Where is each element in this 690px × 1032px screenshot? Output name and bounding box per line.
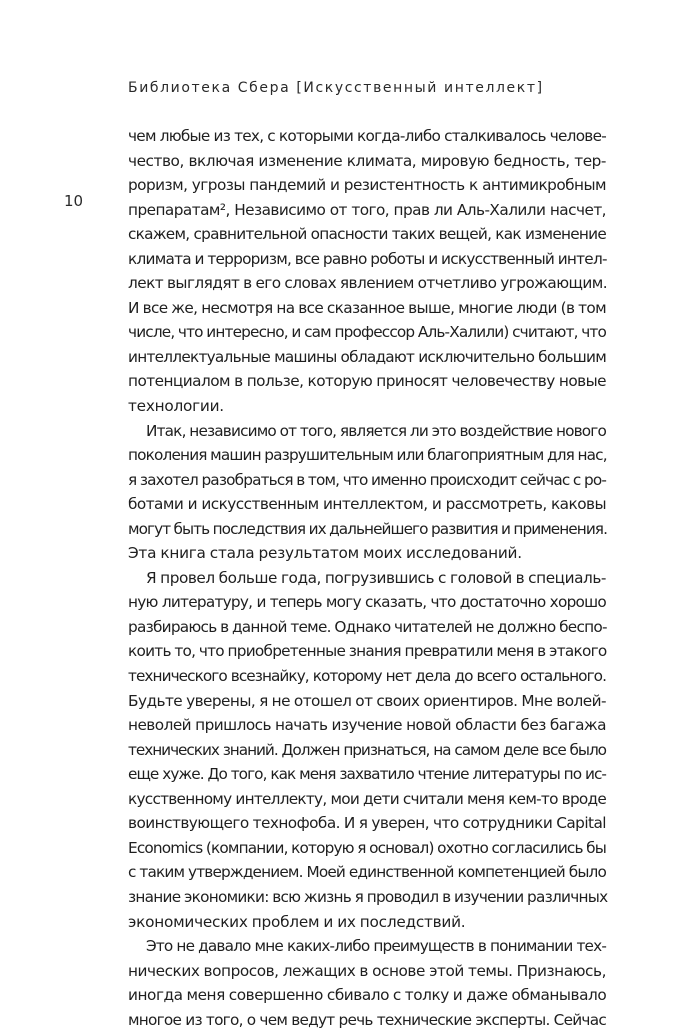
text-line: технологии. xyxy=(128,397,224,416)
text-line: интеллектуальные машины обладают исключительно большим xyxy=(128,347,606,366)
text-line: Это не давало мне каких-либо преимуществ в понимании тех- xyxy=(146,937,606,956)
text-line: экономических проблем и их последствий. xyxy=(128,912,466,931)
text-line: технического всезнайку, которому нет дела до всего остального. xyxy=(128,667,606,686)
text-line: кусственному интеллекту, мои дети считали меня кем-то вроде xyxy=(128,789,606,808)
text-line: с таким утверждением. Моей единственной компетенцией было xyxy=(128,863,606,882)
text-line: числе, что интересно, и сам профессор Аль-Халили) считают, что xyxy=(128,323,606,342)
text-line: Будьте уверены, я не отошел от своих ориентиров. Мне волей- xyxy=(128,691,606,710)
text-line: Итак, независимо от того, является ли это воздействие нового xyxy=(146,421,606,440)
text-line: препаратам², Независимо от того, прав ли Аль-Халили насчет, xyxy=(128,200,606,219)
text-line: знание экономики: всю жизнь я проводил в изучении различных xyxy=(128,887,608,906)
text-line: Я провел больше года, погрузившись с головой в специаль- xyxy=(146,568,606,587)
text-line: ную литературу, и теперь могу сказать, что достаточно хорошо xyxy=(128,593,606,612)
text-line: ботами и искусственным интеллектом, и рассмотреть, каковы xyxy=(128,495,606,514)
text-line: поколения машин разрушительным или благоприятным для нас, xyxy=(128,446,607,465)
text-line: коить то, что приобретенные знания превратили меня в этакого xyxy=(128,642,607,661)
text-line: роризм, угрозы пандемий и резистентность к антимикробным xyxy=(128,176,606,195)
text-line: иногда меня совершенно сбивало с толку и даже обманывало xyxy=(128,986,607,1005)
text-line: разбираюсь в данной теме. Однако читателей не должно беспо- xyxy=(128,617,607,636)
text-line: чем любые из тех, с которыми когда-либо сталкивалось челове- xyxy=(128,127,606,145)
text-line: технических знаний. Должен признаться, на самом деле все было xyxy=(128,740,606,759)
text-line: чество, включая изменение климата, мировую бедность, тер- xyxy=(128,151,606,170)
text-line: потенциалом в пользе, которую приносят человечеству новые xyxy=(128,372,606,391)
text-line: климата и терроризм, все равно роботы и искусственный интел- xyxy=(128,249,607,268)
running-head: Библиотека Сбера [Искусственный интеллект] xyxy=(128,80,544,96)
text-line: лект выглядят в его словах явлением отчетливо угрожающим. xyxy=(128,274,608,293)
text-line: Economics (компании, которую я основал) охотно согласились бы xyxy=(128,838,606,857)
text-line: я захотел разобраться в том, что именно происходит сейчас с ро- xyxy=(128,470,607,489)
text-line: И все же, несмотря на все сказанное выше, многие люди (в том xyxy=(128,298,606,317)
text-line: нических вопросов, лежащих в основе этой темы. Признаюсь, xyxy=(128,961,606,980)
text-line: могут быть последствия их дальнейшего развития и применения. xyxy=(128,519,607,538)
text-line: воинствующего технофоба. И я уверен, что сотрудники Capital xyxy=(128,814,606,833)
text-line: еще хуже. До того, как меня захватило чтение литературы по ис- xyxy=(128,765,606,784)
text-line: неволей пришлось начать изучение новой области без багажа xyxy=(128,716,606,735)
page-number: 10 xyxy=(64,192,84,210)
text-line: скажем, сравнительной опасности таких вещей, как изменение xyxy=(128,225,606,244)
text-line: Эта книга стала результатом моих исследований. xyxy=(128,544,522,563)
text-line: многое из того, о чем ведут речь технические эксперты. Сейчас xyxy=(128,1010,606,1029)
body-text xyxy=(128,124,606,1032)
